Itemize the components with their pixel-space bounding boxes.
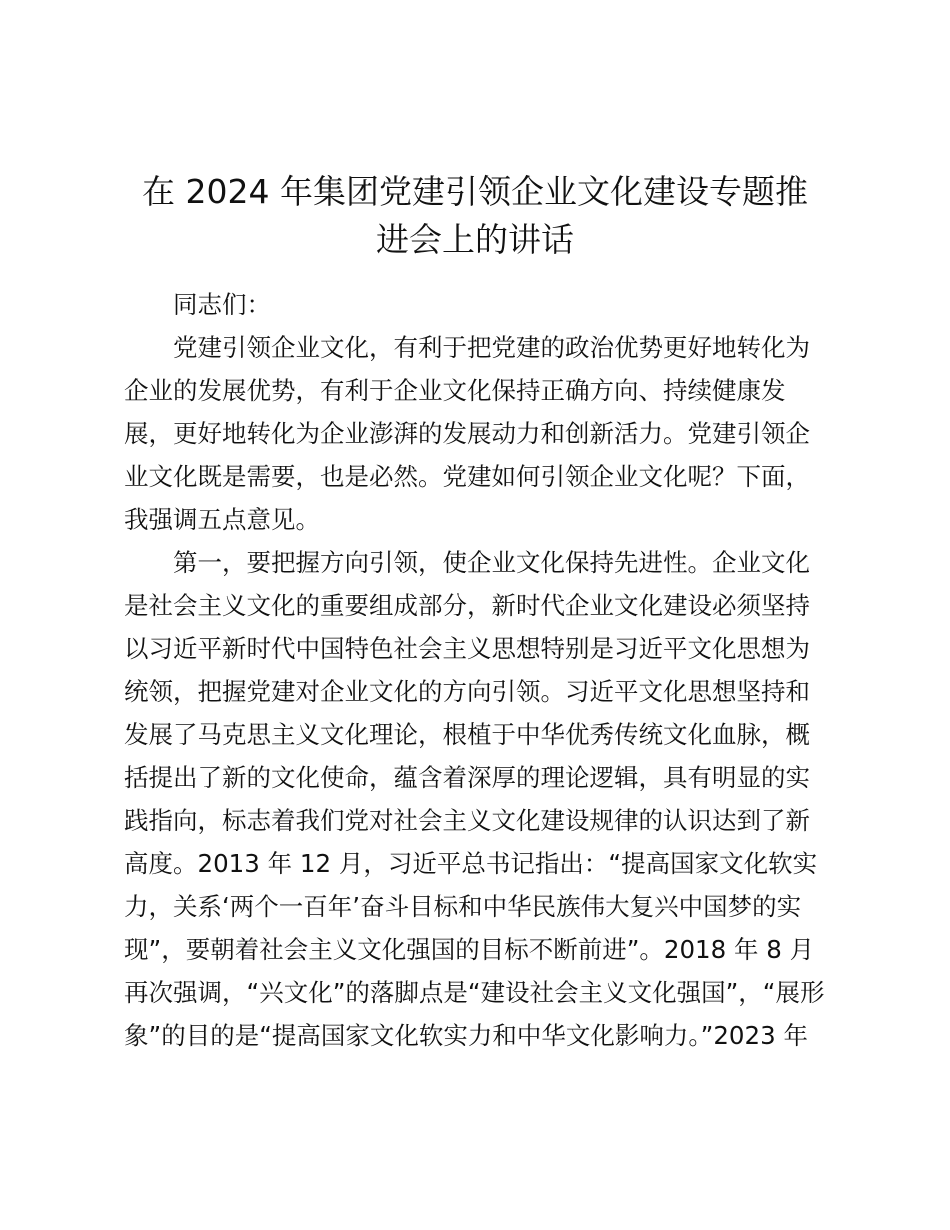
- body-line: 现”，要朝着社会主义文化强国的目标不断前进”。2018 年 8 月: [124, 935, 815, 964]
- body-line: 力，关系‘两个一百年’奋斗目标和中华民族伟大复兴中国梦的实: [124, 892, 802, 921]
- body-line: 同志们：: [173, 290, 271, 319]
- body-line: 象”的目的是“提高国家文化软实力和中华文化影响力。”2023 年: [124, 1021, 808, 1050]
- body-line: 业文化既是需要，也是必然。党建如何引领企业文化呢？下面，: [124, 462, 810, 491]
- body-line: 高度。2013 年 12 月，习近平总书记指出：“提高国家文化软实: [124, 849, 818, 878]
- title-line-1: 在 2024 年集团党建引领企业文化建设专题推: [142, 172, 808, 211]
- body-line: 统领，把握党建对企业文化的方向引领。习近平文化思想坚持和: [124, 677, 810, 706]
- body-line: 括提出了新的文化使命，蕴含着深厚的理论逻辑，具有明显的实: [124, 763, 810, 792]
- body-line: 再次强调，“兴文化”的落脚点是“建设社会主义文化强国”，“展形: [124, 978, 825, 1007]
- body-line: 践指向，标志着我们党对社会主义文化建设规律的认识达到了新: [124, 806, 810, 835]
- body-line: 我强调五点意见。: [124, 505, 320, 534]
- document-body: [124, 283, 829, 1057]
- body-line: 党建引领企业文化，有利于把党建的政治优势更好地转化为: [173, 333, 810, 362]
- body-line: 展，更好地转化为企业澎湃的发展动力和创新活力。党建引领企: [124, 419, 810, 448]
- body-line: 以习近平新时代中国特色社会主义思想特别是习近平文化思想为: [124, 634, 810, 663]
- body-line: 企业的发展优势，有利于企业文化保持正确方向、持续健康发: [124, 376, 786, 405]
- body-line: 第一，要把握方向引领，使企业文化保持先进性。企业文化: [173, 548, 810, 577]
- title-line-2: 进会上的讲话: [376, 220, 574, 259]
- document-title: [120, 168, 830, 264]
- body-line: 是社会主义文化的重要组成部分，新时代企业文化建设必须坚持: [124, 591, 810, 620]
- body-line: 发展了马克思主义文化理论，根植于中华优秀传统文化血脉，概: [124, 720, 810, 749]
